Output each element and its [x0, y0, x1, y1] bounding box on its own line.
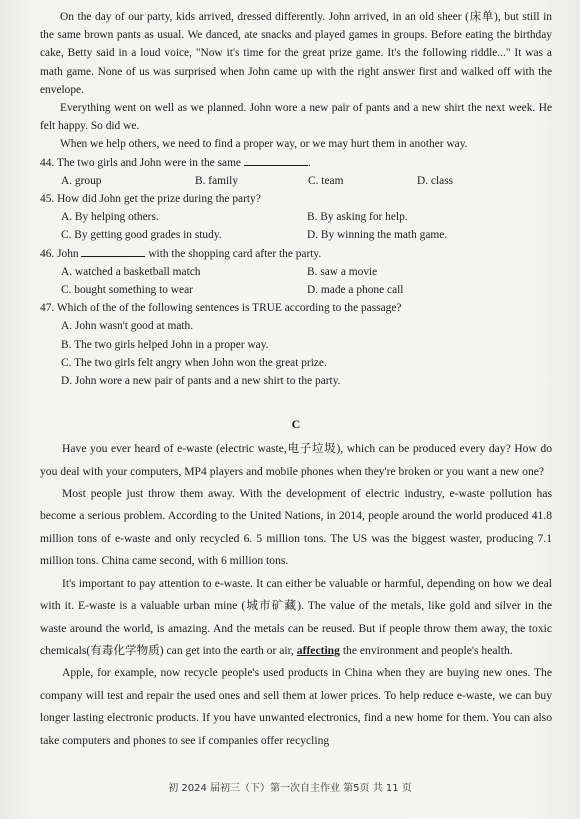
underlined-keyword: affecting — [296, 643, 340, 657]
question-46-stem-text: 46. John — [40, 247, 79, 260]
option-d: D. By winning the math game. — [307, 229, 448, 242]
answer-blank — [81, 246, 145, 257]
question-45-stem: 45. How did John get the prize during the party? — [40, 193, 261, 206]
option-a: A. By helping others. — [61, 211, 159, 224]
section-c-paragraph-3-text: It's important to pay attention to e-waste. It can either be valuable or harmful, depending on how we deal with it. E-waste is a valuable urban mine (城市矿藏). The value of the metals, like gold and silver in the waste around the world, is amazing. And the metals can be reused. But if people throw them away, the toxic chemicals(有毒化学物质) can get into the earth or air, — [40, 576, 552, 657]
section-c-paragraph-3 — [40, 573, 552, 663]
question-47-stem: 47. Which of the of the following sentences is TRUE according to the passage? — [40, 302, 402, 315]
option-b: B. saw a movie — [307, 265, 378, 278]
option-c: C. bought something to wear — [61, 284, 193, 297]
section-c-paragraph-4: Apple, for example, now recycle people's used products in China when they are buying new ones. The company will test and repair the used ones and sell them at lower prices. To help reduce e-waste, we can buy longer lasting electronic products. If you have unwanted electronics, find a new home for them. You can also take computers and phones to see if companies offer recycling — [40, 666, 552, 747]
section-c-paragraph-3-end: the environment and people's health. — [342, 643, 513, 657]
option-d: D. John wore a new pair of pants and a new shirt to the party. — [61, 375, 341, 388]
question-46-options-row-1 — [40, 263, 552, 281]
passage-b-paragraph-3: When we help others, we need to find a proper way, or we may hurt them in another way. — [60, 138, 468, 151]
question-46-options-row-2 — [40, 281, 552, 299]
question-46-stem — [40, 245, 552, 263]
question-46 — [40, 245, 552, 300]
section-c-passage — [40, 438, 552, 752]
question-44-options — [40, 172, 552, 190]
question-45 — [40, 190, 552, 245]
passage-b-paragraph-1: On the day of our party, kids arrived, dressed differently. John arrived, in an old sheer (床单), but still in the same brown pants as usual. We danced, ate snacks and played games in groups. Before eating the birthday cake, Betty said in a loud voice, "Now it's time for the great prize game. It's the following riddle..." It was a math game. None of us was surprised when John came up with the right answer first and walked off with the envelope. — [40, 11, 552, 96]
option-a: A. John wasn't good at math. — [61, 320, 194, 333]
passage-b-paragraph-2: Everything went on well as we planned. John wore a new pair of pants and a new shirt the next week. He felt happy. So did we. — [40, 102, 552, 133]
option-a: A. group — [61, 174, 102, 187]
option-d: D. made a phone call — [307, 284, 404, 297]
question-45-options-row-2 — [40, 226, 552, 244]
option-c: C. By getting good grades in study. — [61, 229, 222, 242]
question-45-options-row-1 — [40, 208, 552, 226]
option-b: B. By asking for help. — [307, 211, 408, 224]
option-b: B. family — [195, 174, 239, 187]
option-d: D. class — [417, 174, 454, 187]
section-c-title: C — [291, 417, 301, 432]
section-c-paragraph-2: Most people just throw them away. With the development of electric industry, e-waste pollution has become a serious problem. According to the United Nations, in 2014, people around the world produced 41.8 million tons of e-waste and only recycled 6. 5 million tons. The US was the biggest waster, producing 7.1 million tons. China came second, with 6 million tons. — [40, 487, 552, 568]
option-a: A. watched a basketball match — [61, 265, 201, 278]
section-c-paragraph-1: Have you ever heard of e-waste (electric waste,电子垃圾), which can be produced every day? How do you deal with your computers, MP4 players and mobile phones when they're broken or you want a new one? — [40, 442, 552, 478]
option-b: B. The two girls helped John in a proper way. — [61, 338, 269, 351]
question-46-stem-end: with the shopping card after the party. — [148, 247, 322, 260]
page-content — [40, 8, 552, 752]
question-44-stem — [40, 154, 552, 172]
option-c: C. team — [308, 174, 344, 187]
question-44 — [40, 154, 552, 190]
option-c: C. The two girls felt angry when John won the great prize. — [61, 356, 327, 369]
page-footer: 初 2024 届初三（下）第一次自主作业 第5页 共 11 页 — [168, 783, 412, 794]
question-47 — [40, 299, 552, 390]
answer-blank — [244, 155, 308, 166]
question-44-stem-text: 44. The two girls and John were in the same — [40, 156, 241, 169]
question-44-stem-end: . — [307, 156, 311, 169]
